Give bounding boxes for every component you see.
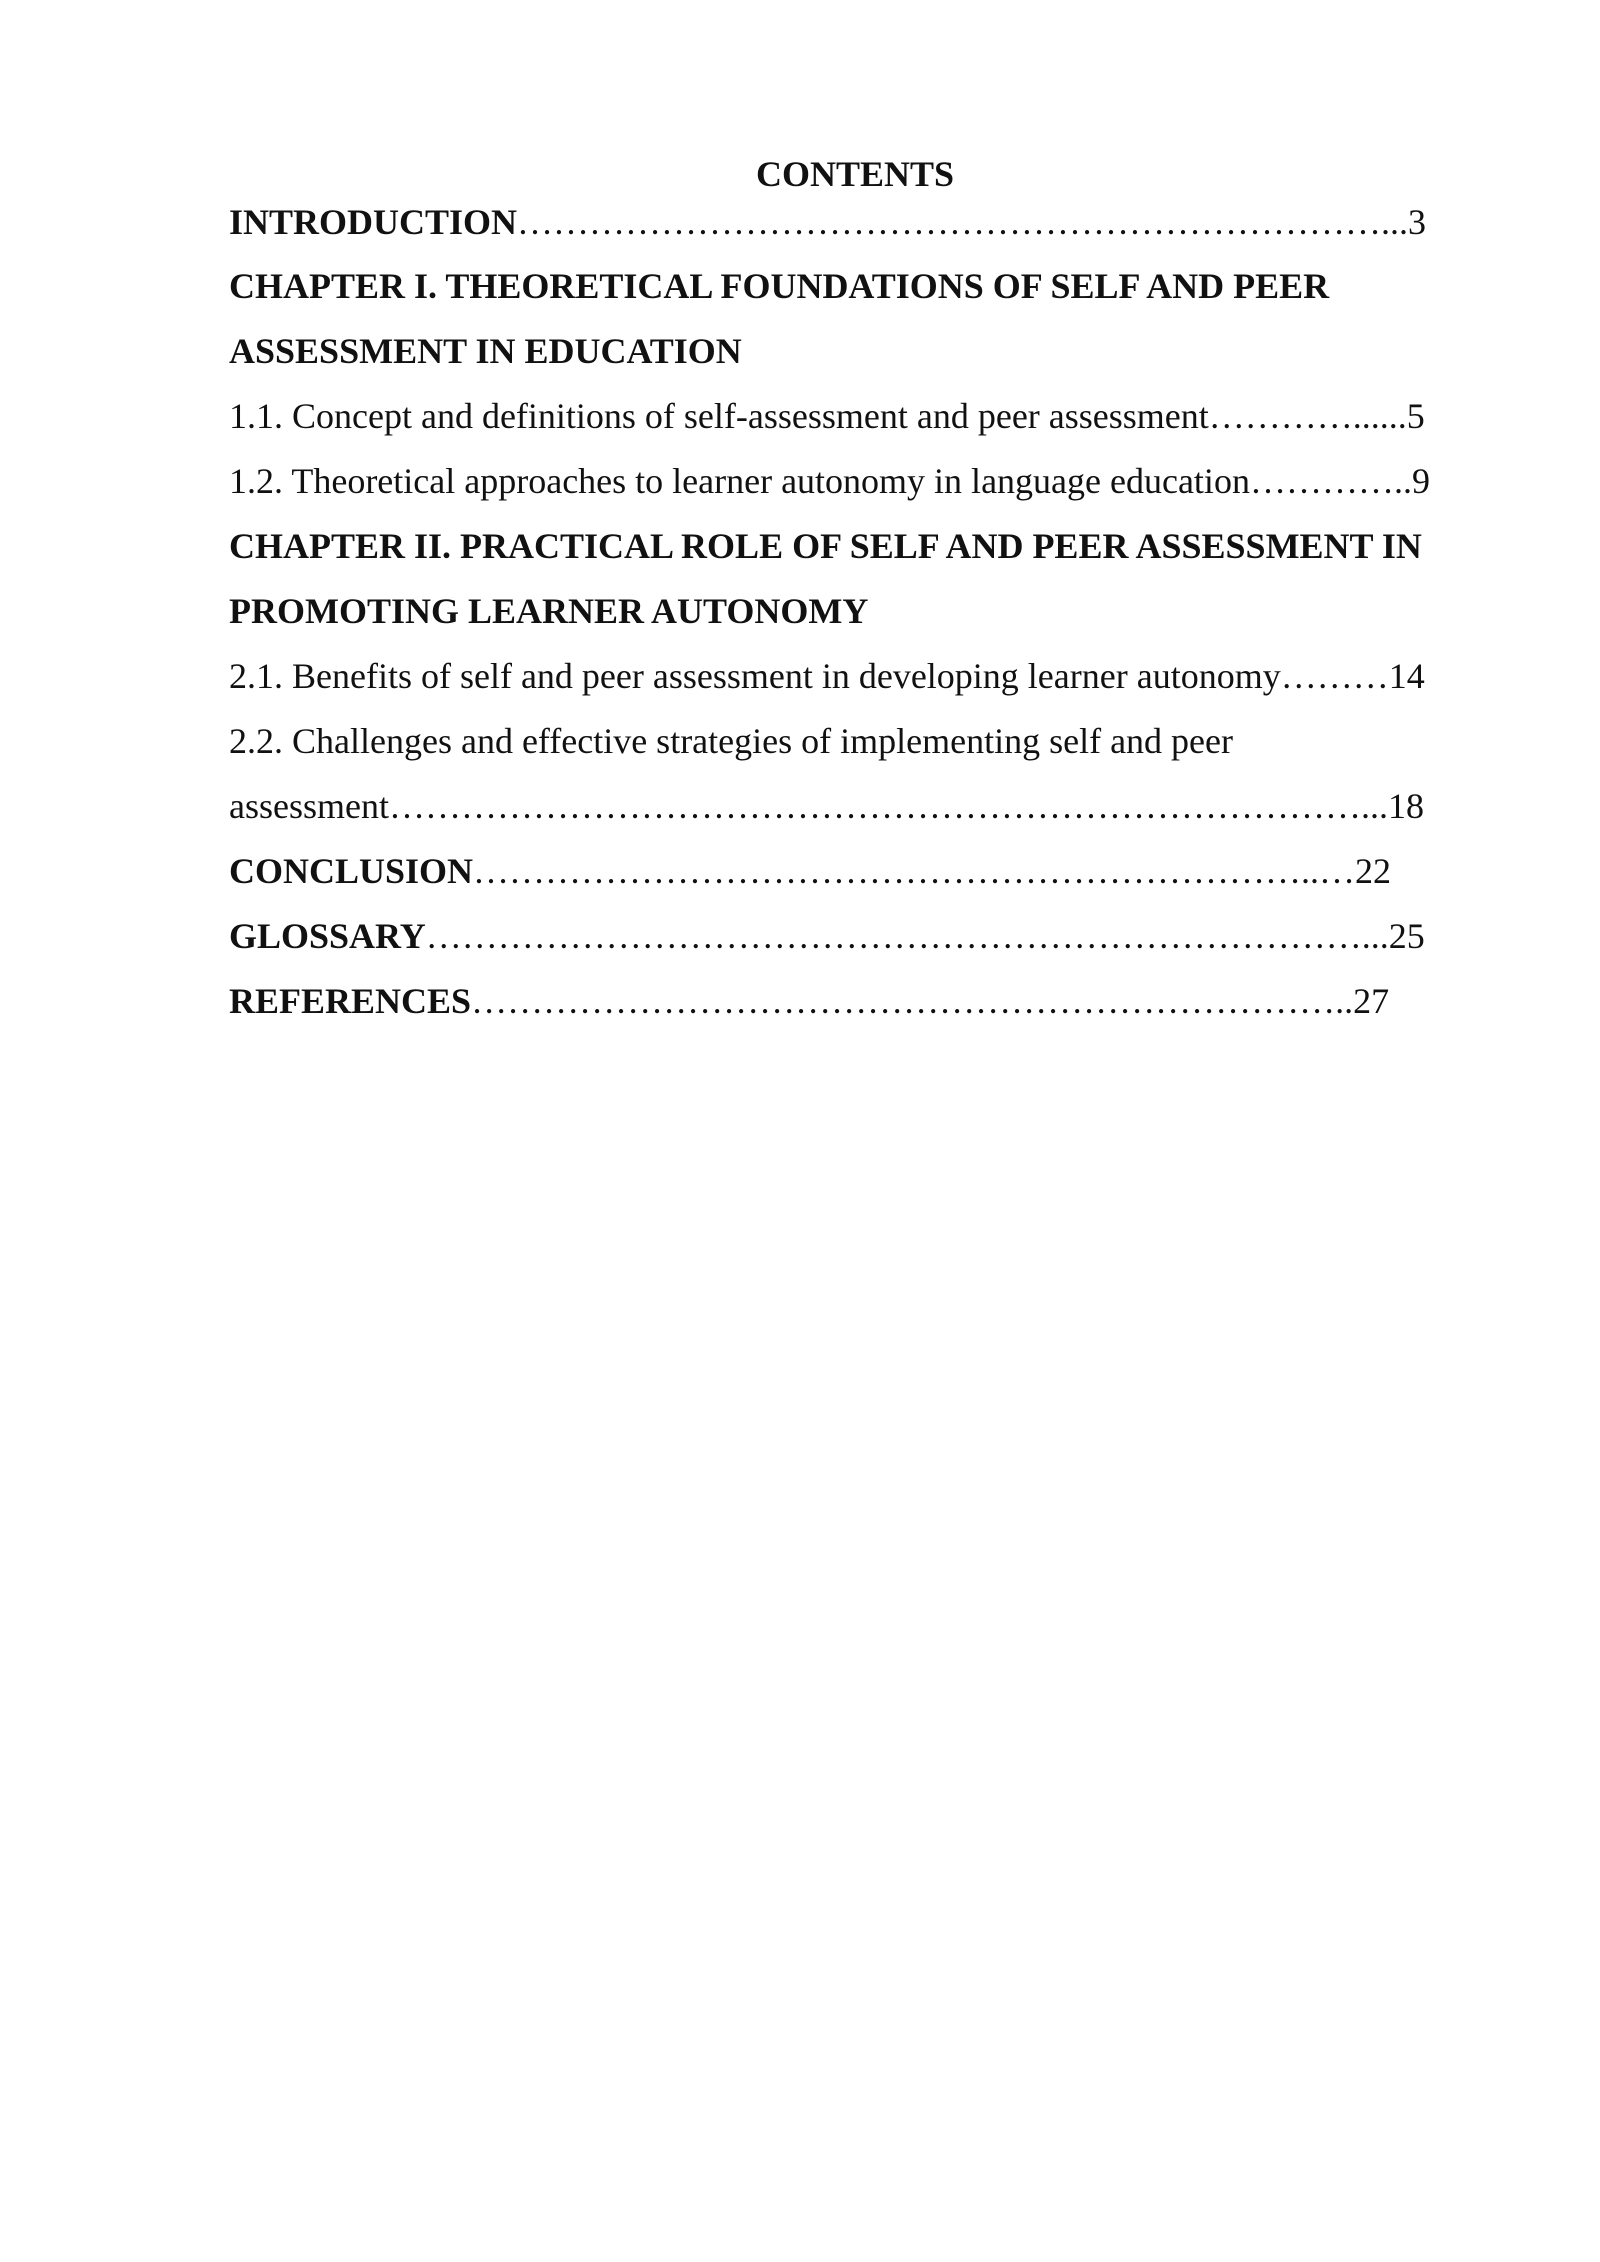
toc-page-number: 5 xyxy=(1406,396,1425,436)
table-of-contents xyxy=(229,150,1481,1034)
toc-entry-2-2-line-1 xyxy=(229,709,1481,774)
toc-leader-dots: ………….. xyxy=(1249,461,1412,501)
toc-chapter-1-heading-line-1 xyxy=(229,254,1481,319)
toc-chapter-1-heading-line-2 xyxy=(229,319,1481,384)
toc-leader-dots: ………………………………………………………………………... xyxy=(388,786,1388,826)
toc-page-number: 9 xyxy=(1411,461,1430,501)
toc-leader-dots: …………...... xyxy=(1208,396,1407,436)
toc-entry-label: GLOSSARY xyxy=(229,916,426,956)
toc-entry-label: CONCLUSION xyxy=(229,851,474,891)
toc-entry-glossary xyxy=(229,904,1481,969)
toc-page-number: 22 xyxy=(1355,851,1392,891)
toc-entry-1-2 xyxy=(229,449,1481,514)
toc-entry-label: 1.1. Concept and definitions of self-assessment and peer assessment xyxy=(229,396,1209,436)
toc-entry-label: PROMOTING LEARNER AUTONOMY xyxy=(229,591,869,631)
toc-leader-dots: ………………………………………………………………... xyxy=(517,202,1409,242)
toc-entry-label: CHAPTER II. PRACTICAL ROLE OF SELF AND PEER ASSESSMENT IN xyxy=(229,526,1422,566)
toc-chapter-2-heading-line-2 xyxy=(229,579,1481,644)
toc-chapter-2-heading-line-1 xyxy=(229,514,1481,579)
toc-entry-label: INTRODUCTION xyxy=(229,202,518,242)
toc-entry-introduction xyxy=(229,198,1481,246)
toc-entry-label: 2.2. Challenges and effective strategies of implementing self and peer xyxy=(229,721,1233,761)
toc-entry-references xyxy=(229,969,1481,1034)
toc-entry-conclusion xyxy=(229,839,1481,904)
toc-entry-2-1 xyxy=(229,644,1481,709)
toc-entry-1-1 xyxy=(229,384,1481,449)
toc-page-number: 3 xyxy=(1408,202,1427,242)
toc-entry-label: REFERENCES xyxy=(229,981,472,1021)
toc-title: CONTENTS xyxy=(755,154,955,194)
toc-entry-2-2-line-2 xyxy=(229,774,1481,839)
toc-page-number: 14 xyxy=(1388,656,1425,696)
toc-leader-dots: ……………………………………………………………..… xyxy=(473,851,1356,891)
toc-leader-dots: ……………………………………………………………….. xyxy=(471,981,1354,1021)
toc-entry-label: CHAPTER I. THEORETICAL FOUNDATIONS OF SELF AND PEER xyxy=(229,266,1330,306)
toc-entry-label: assessment xyxy=(229,786,389,826)
toc-entry-label: 2.1. Benefits of self and peer assessment in developing learner autonomy xyxy=(229,656,1281,696)
toc-page-number: 27 xyxy=(1353,981,1390,1021)
toc-entry-label: 1.2. Theoretical approaches to learner autonomy in language education xyxy=(229,461,1250,501)
toc-leader-dots: ……… xyxy=(1280,656,1389,696)
toc-leader-dots: ……………………………………………………………………... xyxy=(425,916,1389,956)
toc-page-number: 25 xyxy=(1388,916,1425,956)
toc-page-number: 18 xyxy=(1387,786,1424,826)
toc-entry-label: ASSESSMENT IN EDUCATION xyxy=(229,331,742,371)
